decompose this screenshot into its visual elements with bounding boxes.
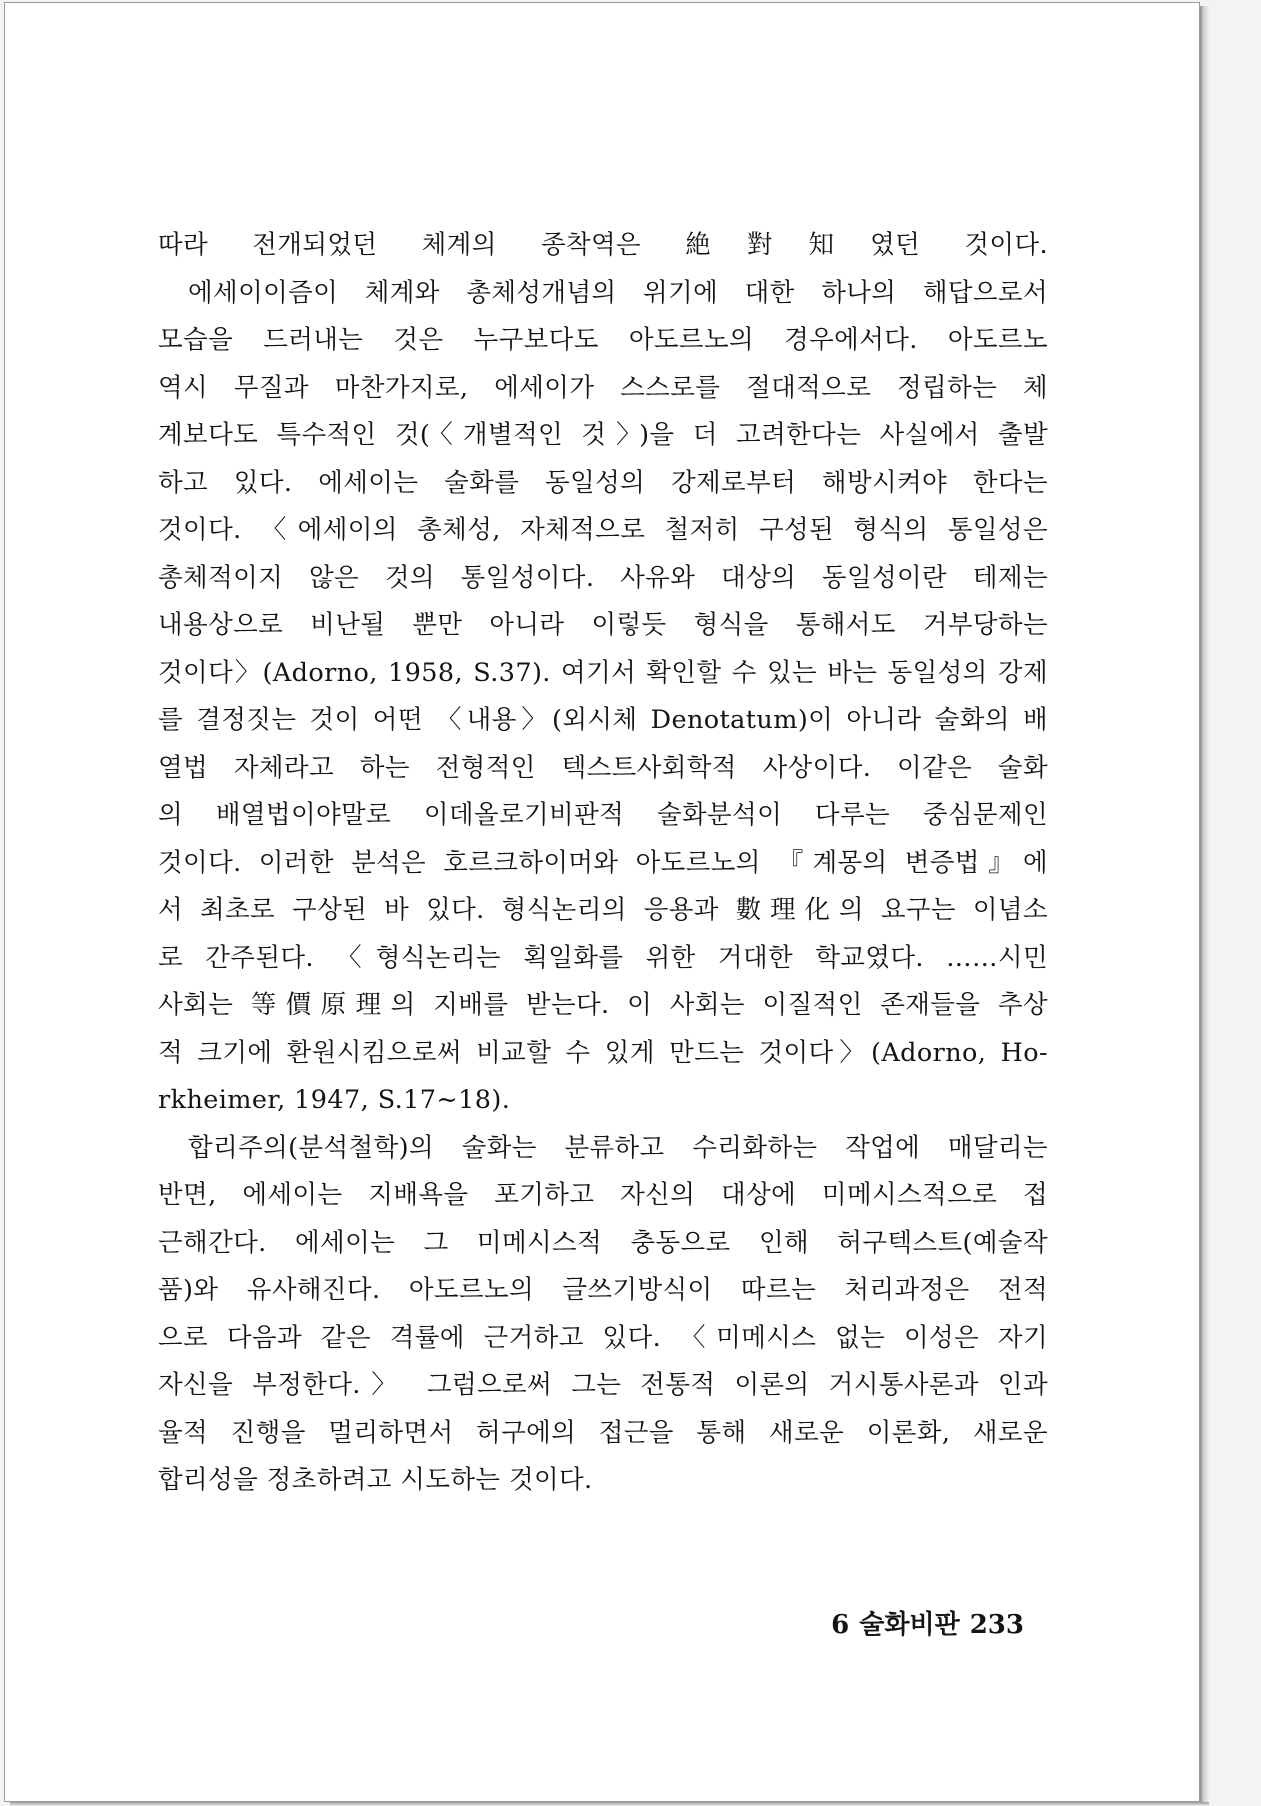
text-line: 서 최초로 구상된 바 있다. 형식논리의 응용과 數理化의 요구는 이념소	[158, 895, 1048, 925]
text-line: 근해간다. 에세이는 그 미메시스적 충동으로 인해 허구텍스트(예술작	[158, 1227, 1048, 1258]
text-line: 내용상으로 비난될 뿐만 아니라 이렇듯 형식을 통해서도 거부당하는	[158, 610, 1048, 640]
paragraph-start-line: 합리주의(분석철학)의 술화는 분류하고 수리화하는 작업에 매달리는	[188, 1132, 1048, 1163]
page-footer	[831, 1604, 1024, 1641]
text-line: 따라 전개되었던 체계의 종착역은 絶對知였던 것이다.	[158, 230, 1048, 260]
paragraph-start-line: 에세이이즘이 체계와 총체성개념의 위기에 대한 하나의 해답으로서	[188, 277, 1048, 308]
text-line: 것이다〉(Adorno, 1958, S.37). 여기서 확인할 수 있는 바는 동일성의 강제	[158, 657, 1048, 688]
page-bottom-shadow	[10, 1802, 1209, 1806]
text-line: 로 간주된다. 〈형식논리는 획일화를 위한 거대한 학교였다. ……시민	[158, 942, 1048, 973]
text-line: 열법 자체라고 하는 전형적인 텍스트사회학적 사상이다. 이같은 술화	[158, 752, 1048, 783]
text-line: 품)와 유사해진다. 아도르노의 글쓰기방식이 따르는 처리과정은 전적	[158, 1275, 1048, 1305]
page-edge-shadow	[1200, 6, 1209, 1804]
paragraph-end-line: 합리성을 정초하려고 시도하는 것이다.	[158, 1465, 593, 1495]
chapter-number: 6	[831, 1610, 850, 1640]
text-line: 총체적이지 않은 것의 통일성이다. 사유와 대상의 동일성이란 테제는	[158, 562, 1048, 593]
body-text	[158, 222, 1048, 1505]
text-line: 적 크기에 환원시킴으로써 비교할 수 있게 만드는 것이다〉(Adorno, Ho-	[158, 1037, 1048, 1068]
text-line: 의 배열법이야말로 이데올로기비판적 술화분석이 다루는 중심문제인	[158, 800, 1048, 830]
text-line: 계보다도 특수적인 것(〈개별적인 것〉)을 더 고려한다는 사실에서 출발	[158, 420, 1048, 450]
text-line: 으로 다음과 같은 격률에 근거하고 있다. 〈미메시스 없는 이성은 자기	[158, 1322, 1048, 1353]
chapter-title: 술화비판	[859, 1610, 960, 1640]
paragraph-end-line: rkheimer, 1947, S.17∼18).	[158, 1085, 511, 1115]
text-line: 자신을 부정한다.〉 그럼으로써 그는 전통적 이론의 거시통사론과 인과	[158, 1370, 1048, 1400]
text-line: 역시 무질과 마찬가지로, 에세이가 스스로를 절대적으로 정립하는 체	[158, 372, 1048, 403]
text-line: 율적 진행을 멀리하면서 허구에의 접근을 통해 새로운 이론화, 새로운	[158, 1417, 1048, 1448]
text-line: 것이다. 이러한 분석은 호르크하이머와 아도르노의 『계몽의 변증법』에	[158, 847, 1048, 878]
page-number: 233	[969, 1610, 1024, 1640]
text-line: 반면, 에세이는 지배욕을 포기하고 자신의 대상에 미메시스적으로 접	[158, 1180, 1048, 1210]
text-line: 모습을 드러내는 것은 누구보다도 아도르노의 경우에서다. 아도르노	[158, 325, 1048, 355]
text-line: 사회는 等價原理의 지배를 받는다. 이 사회는 이질적인 존재들을 추상	[158, 990, 1048, 1020]
text-line: 하고 있다. 에세이는 술화를 동일성의 강제로부터 해방시켜야 한다는	[158, 467, 1048, 498]
text-line: 를 결정짓는 것이 어떤 〈내용〉(외시체 Denotatum)이 아니라 술화의 배	[158, 705, 1048, 735]
text-line: 것이다. 〈에세이의 총체성, 자체적으로 철저히 구성된 형식의 통일성은	[158, 515, 1048, 545]
